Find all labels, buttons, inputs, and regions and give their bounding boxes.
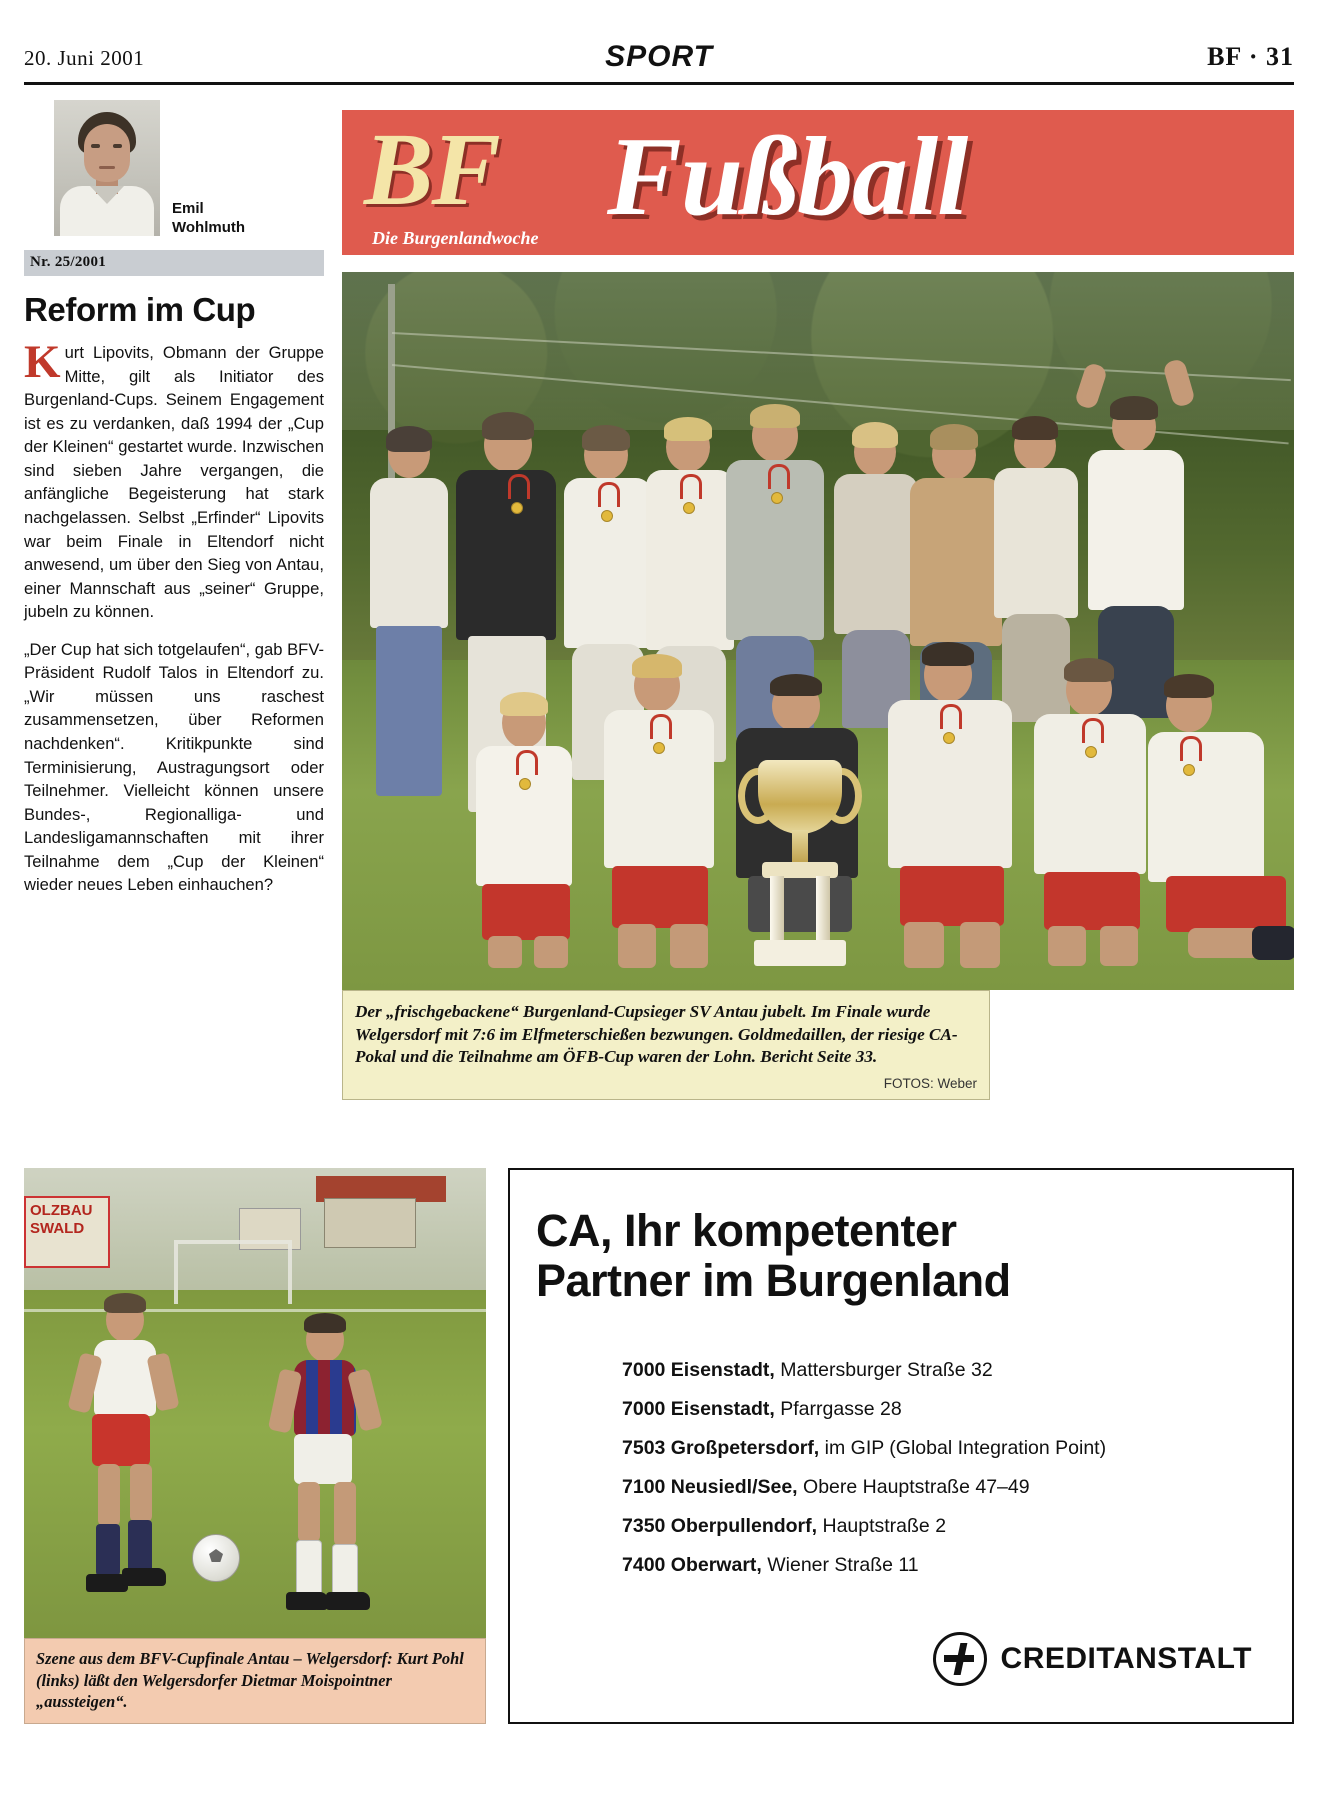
photo-person: [1148, 680, 1294, 980]
article-paragraph-2: „Der Cup hat sich totgelaufen“, gab BFV-Präsident Rudolf Talos in Eltendorf zu. „Wir müssen uns raschest zusammensetzen, über Reformen nachdenken“. Kritikpunkte sind Terminisierung, Austragungsort oder Teilnehmer. Vielleicht können unsere Bundes-, Regionalliga- und Landesligamannschaften mit ihrer Teilnahme dem „Cup der Kleinen“ wieder neues Leben einhauchen?: [24, 639, 324, 895]
branch-address: Mattersburger Straße 32: [774, 1358, 993, 1381]
banner-word: Fußball: [607, 115, 968, 239]
fussball-banner: [342, 110, 1294, 255]
branch-city: 7000 Eisenstadt,: [622, 1358, 775, 1381]
photo-football: [192, 1534, 240, 1582]
author-byline: [172, 200, 245, 238]
article-body: [24, 336, 324, 897]
photo-person: [882, 648, 1022, 968]
photo-person: [600, 660, 730, 970]
branch-city: 7400 Oberwart,: [622, 1553, 762, 1576]
ad-branch-item: [622, 1546, 1292, 1585]
photo-person: [472, 698, 592, 968]
main-photo-team-celebration: [342, 272, 1294, 990]
ad-logo-name: CREDITANSTALT: [1000, 1642, 1252, 1675]
photo-billboard: OLZBAU SWALD: [24, 1196, 110, 1268]
branch-city: 7100 Neusiedl/See,: [622, 1475, 798, 1498]
photo-player-white: [72, 1298, 202, 1628]
left-column: [24, 100, 324, 911]
main-photo-caption: [342, 990, 990, 1100]
branch-city: 7000 Eisenstadt,: [622, 1397, 775, 1420]
article-paragraph-1: Kurt Lipovits, Obmann der Gruppe Mitte, gilt als Initiator des Burgenland-Cups. Seinem Engagement ist es zu verdanken, daß 1994 der „Cup der Kleinen“ gestartet wurde. Inzwischen sind sieben Jahre vergangen, die anfängliche Begeisterung hat stark nachgelassen. Selbst „Erfinder“ Lipovits war beim Finale in Eltendorf nicht anwesend, um über den Sieg von Antau, einer Mannschaft aus „seiner“ Gruppe, jubeln zu können.: [24, 336, 324, 622]
author-last-name: Wohlmuth: [172, 218, 246, 236]
header-divider: [24, 82, 1294, 85]
author-portrait: [54, 100, 160, 236]
ad-branch-item: [622, 1351, 1292, 1390]
photo-sign: [324, 1198, 416, 1248]
branch-address: Hauptstraße 2: [817, 1514, 947, 1537]
ad-logo: [933, 1632, 1252, 1686]
ad-branch-item: [622, 1507, 1292, 1546]
masthead: [24, 36, 1294, 82]
photo-credit: FOTOS: Weber: [883, 1076, 977, 1091]
photo-person: [362, 430, 454, 810]
page-number: BF · 31: [1207, 42, 1294, 71]
branch-city: 7350 Oberpullendorf,: [622, 1514, 818, 1537]
photo-person: [1028, 664, 1158, 964]
section-title: SPORT: [605, 40, 713, 73]
bf-logo: BF: [364, 112, 499, 227]
branch-city: 7503 Großpetersdorf,: [622, 1436, 820, 1459]
ad-branch-item: [622, 1429, 1292, 1468]
author-block: [24, 100, 324, 275]
publication-date: 20. Juni 2001: [24, 46, 145, 70]
article-headline: Reform im Cup: [24, 291, 256, 328]
ad-headline-line1: CA, Ihr kompetenter: [536, 1205, 957, 1256]
ad-headline: [536, 1206, 1292, 1307]
branch-address: im GIP (Global Integration Point): [819, 1436, 1107, 1459]
issue-number: Nr. 25/2001: [30, 254, 107, 270]
ad-branch-list: [622, 1351, 1292, 1585]
photo-player-striped: [272, 1318, 412, 1638]
branch-address: Obere Hauptstraße 47–49: [797, 1475, 1030, 1498]
ad-branch-item: [622, 1390, 1292, 1429]
branch-address: Pfarrgasse 28: [774, 1397, 902, 1420]
branch-address: Wiener Straße 11: [761, 1553, 919, 1576]
ad-branch-item: [622, 1468, 1292, 1507]
bottom-photo-caption: Szene aus dem BFV-Cupfinale Antau – Welgersdorf: Kurt Pohl (links) läßt den Welgersdorfer Dietmar Moispointner „aussteigen“.: [24, 1638, 486, 1724]
photo-trophy: [740, 760, 860, 980]
issue-badge: [24, 250, 324, 276]
ad-headline-line2: Partner im Burgenland: [536, 1255, 1011, 1307]
main-photo-caption-text: Der „frischgebackene“ Burgenland-Cupsieger SV Antau jubelt. Im Finale wurde Welgersdorf mit 7:6 im Elfmeterschießen bezwungen. Goldmedaillen, der riesige CA-Pokal und die Teilnahme am ÖFB-Cup waren der Lohn. Bericht Seite 33.: [355, 1002, 958, 1067]
author-first-name: Emil: [172, 200, 204, 217]
banner-subtitle: Die Burgenlandwoche: [372, 228, 539, 248]
photo-goal: [174, 1240, 292, 1304]
bottom-photo-match-scene: [24, 1168, 486, 1638]
advertisement-creditanstalt: [508, 1168, 1294, 1724]
creditanstalt-logo-icon: [933, 1632, 987, 1686]
